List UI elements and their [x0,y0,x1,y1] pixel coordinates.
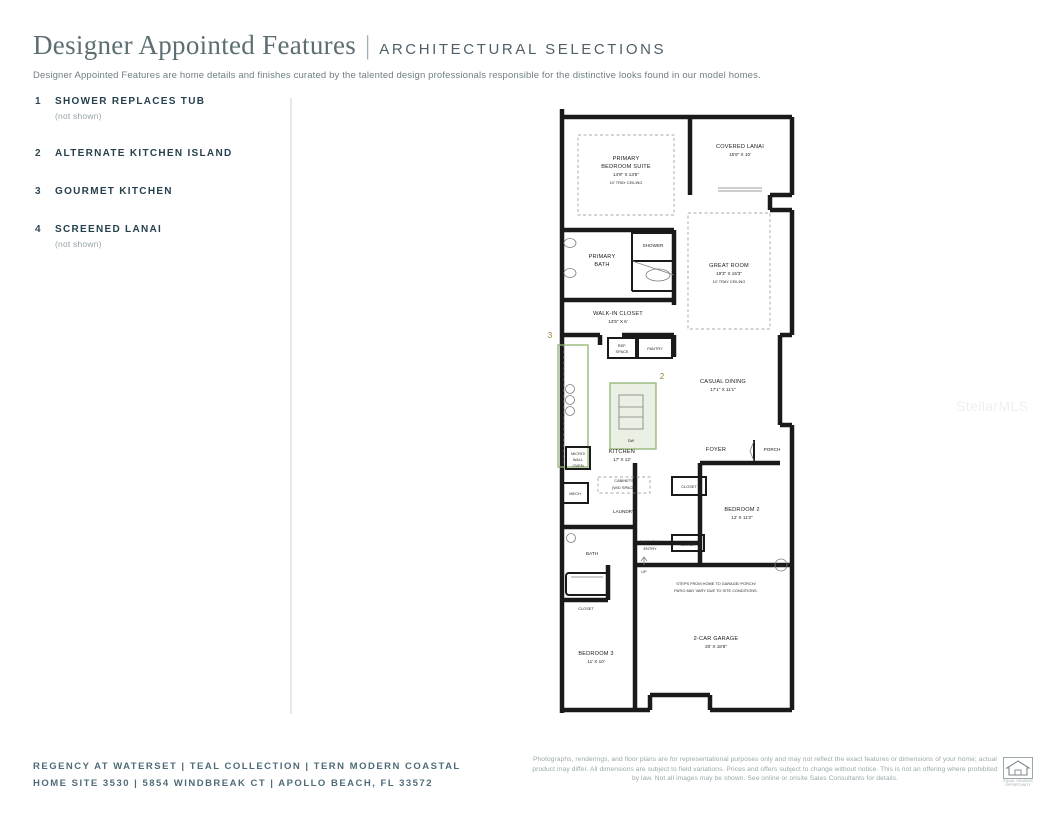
svg-text:PRIMARY: PRIMARY [588,254,616,260]
svg-text:REF.: REF. [617,343,627,348]
svg-text:10' TRAY CEILING: 10' TRAY CEILING [609,180,643,185]
svg-text:BEDROOM SUITE: BEDROOM SUITE [601,164,651,170]
svg-text:WALK-IN CLOSET: WALK-IN CLOSET [593,311,643,317]
svg-text:COVERED LANAI: COVERED LANAI [716,144,764,150]
floor-plan [540,95,830,735]
svg-text:15'6" X 10': 15'6" X 10' [729,152,751,157]
list-item [33,186,283,197]
footer-line-2: HOME SITE 3530 | 5854 WINDBREAK CT | APOLLO BEACH, FL 33572 [33,778,434,789]
legend-number: 4 [35,224,41,235]
svg-text:(W/D SPACE): (W/D SPACE) [611,485,637,490]
svg-text:BEDROOM 3: BEDROOM 3 [578,651,614,657]
svg-text:WH: WH [777,563,785,568]
svg-text:WALL: WALL [572,457,584,462]
svg-text:STEPS FROM HOME TO GARAGE/ POR: STEPS FROM HOME TO GARAGE/ PORCH/ [676,581,756,586]
header-description: Designer Appointed Features are home details and finishes curated by the talented design professionals responsible for the distinctive looks found in our model homes. [33,70,761,81]
svg-text:SPACE: SPACE [615,349,629,354]
legend-label: SCREENED LANAI [55,224,163,235]
svg-text:17'1" X 11'1": 17'1" X 11'1" [710,387,736,392]
svg-text:FOYER: FOYER [705,447,727,453]
svg-text:MICRO/: MICRO/ [570,451,586,456]
svg-text:14'9" X 13'5": 14'9" X 13'5" [613,172,639,177]
title-divider: | [365,31,371,60]
footer-community-info [33,758,461,792]
page-title: Designer Appointed Features [33,30,357,60]
list-item [33,96,283,121]
title-row [33,30,933,61]
svg-text:PATIO MAY VARY DUE TO SITE CON: PATIO MAY VARY DUE TO SITE CONDITIONS. [674,588,758,593]
svg-text:CASUAL DINING: CASUAL DINING [700,379,746,385]
legend-note: (not shown) [55,111,102,121]
svg-text:KITCHEN: KITCHEN [609,449,635,455]
svg-text:3: 3 [547,331,553,340]
svg-text:MECH: MECH [569,491,581,496]
legend-label: ALTERNATE KITCHEN ISLAND [55,148,233,159]
vertical-divider [290,98,292,714]
footer-disclaimer: Photographs, renderings, and floor plans are for representational purposes only and may not reflect the exact features or dimensions of your home; actual product may differ. All dimensions are subject to field variations. Prices and offers subject to change without notice. This is not an offering where prohibited by law. Not all images may be shown. See online or onsite Sales Consultants for details. [532,756,998,783]
svg-text:CABINETS: CABINETS [614,478,634,483]
list-item [33,224,283,249]
svg-text:OVEN: OVEN [572,463,584,468]
svg-text:2: 2 [659,372,665,381]
document-header [33,30,933,81]
list-item [33,148,283,159]
svg-text:CLOSET: CLOSET [578,606,594,611]
svg-text:17' X 12': 17' X 12' [613,457,631,462]
svg-text:BATH: BATH [586,551,598,556]
svg-text:UP: UP [641,569,647,574]
svg-text:PANTRY: PANTRY [647,346,663,351]
page-subtitle-heading: ARCHITECTURAL SELECTIONS [379,41,667,58]
svg-text:12' X 11'2": 12' X 11'2" [731,515,753,520]
legend-note: (not shown) [55,239,102,249]
legend-number: 3 [35,186,41,197]
svg-text:2-CAR GARAGE: 2-CAR GARAGE [693,636,739,642]
svg-text:CLOSET: CLOSET [681,484,697,489]
svg-text:PORCH: PORCH [763,447,781,452]
svg-text:13'5" X 6': 13'5" X 6' [608,319,628,324]
svg-text:CLOSET: CLOSET [680,542,696,547]
svg-text:GREAT ROOM: GREAT ROOM [709,263,749,269]
svg-text:DW: DW [627,438,635,443]
footer-line-1: REGENCY AT WATERSET | TEAL COLLECTION | TERN MODERN COASTAL [33,761,461,772]
svg-text:SHOWER: SHOWER [642,243,664,248]
svg-text:PRIMARY: PRIMARY [612,156,640,162]
svg-text:BATH: BATH [594,262,610,268]
legend-label: GOURMET KITCHEN [55,186,173,197]
svg-text:19'3" X 15'3": 19'3" X 15'3" [716,271,742,276]
svg-text:LAUNDRY: LAUNDRY [613,509,635,514]
legend-number: 1 [35,96,41,107]
svg-text:10' TRAY CEILING: 10' TRAY CEILING [712,279,746,284]
eho-caption: EQUAL HOUSING OPPORTUNITY [1003,779,1033,787]
svg-text:20' X 18'8": 20' X 18'8" [705,644,727,649]
svg-text:BEDROOM 2: BEDROOM 2 [724,507,760,513]
watermark: StellarMLS [956,398,1029,414]
svg-text:11' X 10': 11' X 10' [587,659,605,664]
feature-legend-list [33,96,283,276]
legend-number: 2 [35,148,41,159]
svg-text:EVERYDAY: EVERYDAY [639,539,661,544]
legend-label: SHOWER REPLACES TUB [55,96,206,107]
svg-text:ENTRY: ENTRY [643,546,657,551]
